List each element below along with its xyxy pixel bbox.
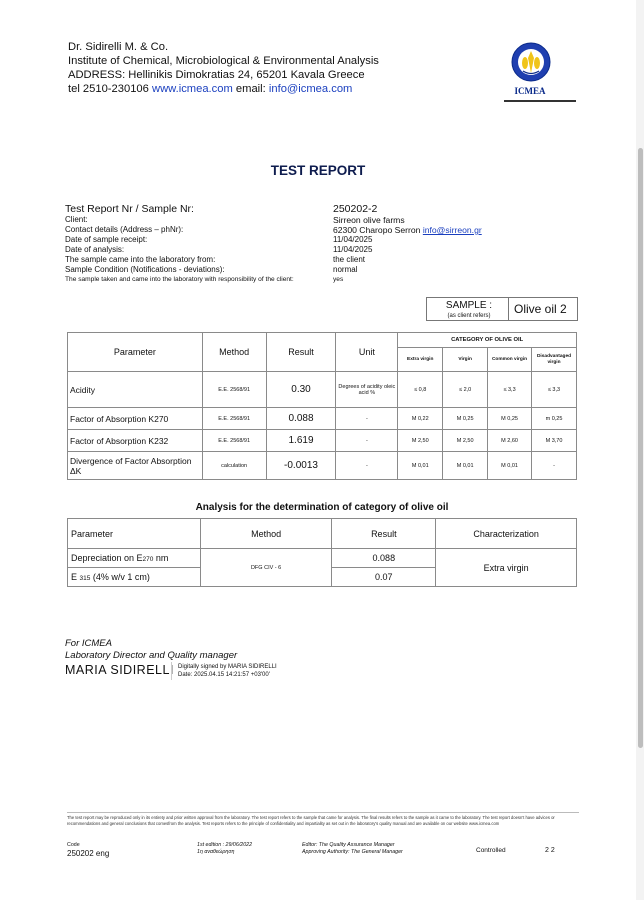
report-info-labels [65,203,294,285]
t2-characterization-value: Extra virgin [436,549,577,587]
sample-sublabel: (as client refers) [447,313,491,319]
signatory-role: Laboratory Director and Quality manager [65,650,238,661]
col-disadvantaged-virgin: Disadvantaged virgin [532,348,577,372]
came-from-label: The sample came into the laboratory from: [65,255,216,264]
col-parameter: Parameter [68,333,203,372]
table-row: Factor of Absorption K270 E.E. 2568/91 0.088 - M 0,22 M 0,25 M 0,25 m 0,25 [68,408,577,430]
logo-text: ICMEA [514,86,546,96]
category-analysis-title: Analysis for the determination of category of olive oil [195,502,449,513]
lab-name: Dr. Sidirelli M. & Co. [68,41,169,53]
col-extra-virgin: Extra virgin [398,348,443,372]
scrollbar[interactable] [636,0,644,900]
footer-code: Code 250202 eng [67,842,110,858]
institute-name: Institute of Chemical, Microbiological & Environmental Analysis [68,55,379,67]
category-header: CATEGORY OF OLIVE OIL [398,333,577,348]
category-table [67,518,577,587]
table-row: Divergence of Factor Absorption ΔK calculation -0.0013 - M 0,01 M 0,01 M 0,01 - [68,452,577,480]
condition-value: normal [333,265,358,274]
lab-email-link[interactable]: info@icmea.com [268,83,353,95]
analysis-date-value: 11/04/2025 [333,245,373,254]
lab-phone: tel 2510-230106 [68,83,149,95]
client-value: Sirreon olive farms [333,215,405,225]
signatory-block [65,638,237,662]
came-from-value: the client [333,255,366,264]
t2-col-characterization: Characterization [436,519,577,549]
lab-website-link[interactable]: www.icmea.com [151,83,233,95]
condition-label: Sample Condition (Notifications - deviations): [65,265,225,274]
digital-signature: Digitally signed by MARIA SIDIRELLI Date: 2025.04.15 14:21:57 +03'00' [178,664,277,678]
footer-controlled: Controlled [476,847,506,854]
scrollbar-thumb[interactable] [638,148,643,748]
logo-underline [504,100,576,102]
sample-box [426,297,578,321]
t2-col-parameter: Parameter [68,519,201,549]
client-email-link[interactable]: info@sirreon.gr [422,225,482,235]
for-icmea: For ICMEA [65,638,112,649]
client-address: 62300 Charopo Serron [333,225,421,235]
col-virgin: Virgin [443,348,488,372]
client-label: Client: [65,215,88,224]
table-row: Factor of Absorption K232 E.E. 2568/91 1.619 - M 2,50 M 2,50 M 2,60 M 3,70 [68,430,577,452]
sample-divider [508,298,509,320]
report-nr-value: 250202-2 [333,203,378,215]
sample-value: Olive oil 2 [514,302,567,316]
signature-divider [171,662,172,680]
table-row: Acidity E.E. 2568/91 0.30 Degrees of acidity oleic acid % ≤ 0,8 ≤ 2,0 ≤ 3,3 ≤ 3,3 [68,372,577,408]
footer-divider [67,812,579,813]
footer-editor: Editor: The Quality Assurance Manager Approving Authority: The General Manager [302,842,403,855]
footer-page-number: 2 2 [545,847,555,854]
disclaimer-text: The test report may be reproduced only in its entirety and prior written approval from the laboratory. The test report refers to the sample that came for analysis. The final results refers to the sample as it came to the laboratory. The test report doesn't have advices or recommendations and general conclusions that comesfrom the analysis. Test reports refers to the principle of confidentiality and impartiality as set out in the laboratory's quality manual and are available on our website www.icmea.com [67,815,555,826]
t2-method-value: DFG CIV - 6 [200,549,332,587]
footer-edition: 1st edition : 29/06/2022 1η αναθεώρηση [197,842,253,855]
email-label: email: [235,83,266,95]
col-unit: Unit [336,333,398,372]
report-info-values [333,203,482,285]
contact-label: Contact details (Address – phNr): [65,225,184,234]
report-title: TEST REPORT [270,163,366,178]
receipt-date-label: Date of sample receipt: [65,235,148,244]
lab-address: ADDRESS: Hellinikis Dimokratias 24, 65201 Kavala Greece [68,69,365,81]
responsibility-value: yes [333,276,344,283]
col-common-virgin: Common virgin [488,348,532,372]
report-nr-label: Test Report Nr / Sample Nr: [65,203,194,215]
signer-name: MARIA SIDIRELLI [65,663,174,677]
lab-header [68,40,379,96]
sample-label: SAMPLE : [445,300,493,311]
col-result: Result [266,333,336,372]
results-table [67,332,577,480]
table-row: Depreciation on E270 nm DFG CIV - 6 0.088 Extra virgin [68,549,577,568]
analysis-date-label: Date of analysis: [65,245,125,254]
responsibility-label: The sample taken and came into the laboratory with responsibility of the client: [65,276,294,283]
table-row: E 315 (4% w/v 1 cm) 0.07 [68,568,577,587]
col-method: Method [202,333,266,372]
t2-col-result: Result [332,519,436,549]
receipt-date-value: 11/04/2025 [333,235,373,244]
t2-col-method: Method [200,519,332,549]
